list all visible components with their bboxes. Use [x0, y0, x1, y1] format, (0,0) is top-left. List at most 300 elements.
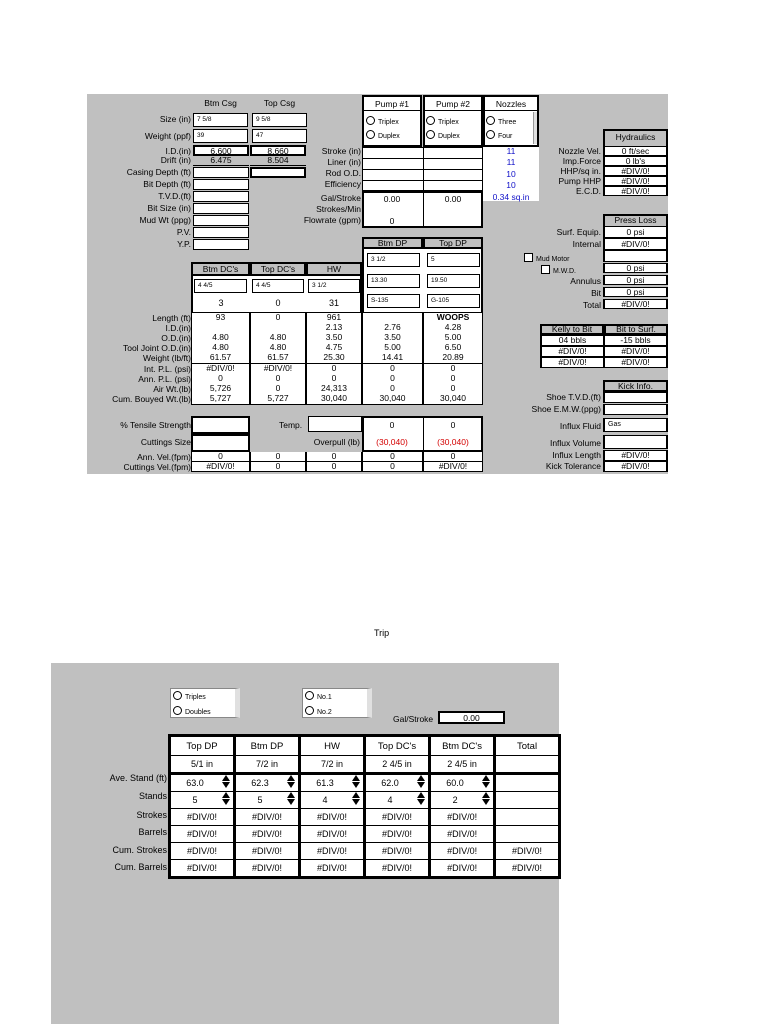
trip-cell-value: #DIV/0! — [317, 846, 348, 856]
pv-label: P.V. — [176, 227, 191, 237]
trip-cell[interactable] — [300, 774, 365, 792]
grid-cell: 5,727 — [191, 394, 250, 405]
trip-cell — [170, 860, 235, 878]
stroke-label: Stroke (in) — [321, 146, 361, 156]
press-loss-value: 0 psi — [603, 263, 668, 273]
bit-depth-label: Bit Depth (ft) — [143, 179, 191, 189]
press-loss-value: #DIV/0! — [603, 299, 668, 309]
hydraulics-label: E.C.D. — [575, 186, 601, 196]
spinner-arrows-icon[interactable] — [416, 774, 426, 792]
trip-row-label: Ave. Stand (ft) — [109, 773, 167, 783]
trip-cell-value: #DIV/0! — [252, 812, 283, 822]
trip-cell — [365, 736, 430, 756]
cuttings-size-label: Cuttings Size — [140, 437, 191, 447]
pump2-triplex-radio[interactable]: Triplex — [426, 116, 459, 126]
kick-label: Shoe T.V.D.(ft) — [546, 392, 601, 402]
pump-no1-radio[interactable]: No.1 — [305, 691, 332, 701]
btm-dp-weight-input[interactable]: 13.30 — [367, 274, 420, 288]
btm-dc-count[interactable]: 3 — [218, 298, 224, 308]
trip-cell-value: Btm DC's — [442, 740, 482, 752]
trip-cell-value: 4 — [322, 795, 328, 805]
grid-row-label: I.D.(in) — [165, 323, 191, 334]
trip-cell — [170, 736, 235, 756]
btm-dc-size-input[interactable]: 4 4/5 — [194, 279, 247, 293]
trip-cell[interactable] — [235, 792, 300, 809]
press-loss-value: 0 psi — [603, 275, 668, 285]
kick-value: #DIV/0! — [603, 461, 668, 472]
trip-cell-value: 61.3 — [316, 778, 334, 788]
press-loss-label: Internal — [572, 239, 601, 249]
tensile-btm-dp: 0 — [389, 420, 395, 430]
trip-cell — [300, 843, 365, 860]
btm-csg-id: 6.600 — [193, 145, 249, 156]
grid-cell: 3.50 — [362, 333, 423, 344]
grid-row-label: Air Wt.(lb) — [153, 383, 191, 394]
pump-no2-radio[interactable]: No.2 — [305, 706, 332, 716]
btm-dp-size-input[interactable]: 3 1/2 — [367, 253, 420, 267]
grid-cell: 4.80 — [250, 343, 306, 354]
top-dc-header: Top DC's — [250, 262, 306, 276]
bit-to-surf-header: Bit to Surf. — [604, 324, 668, 335]
trip-cell — [495, 736, 560, 756]
hydraulics-value: 0 lb's — [603, 156, 668, 166]
trip-cell-value: 5 — [192, 795, 198, 805]
grid-cell: 0 — [423, 384, 483, 395]
bit-size-label: Bit Size (in) — [147, 203, 191, 213]
triples-radio[interactable]: Triples — [173, 691, 206, 701]
trip-barrels-row — [170, 826, 560, 843]
pump2-header: Pump #2 — [435, 99, 471, 109]
mud-motor-checkbox[interactable]: Mud Motor — [524, 253, 569, 263]
nozzle-value-1[interactable]: 11 — [506, 146, 516, 156]
top-dp-size-input[interactable]: 5 — [427, 253, 480, 267]
cuttings-size-input[interactable] — [191, 434, 250, 452]
tvd-label: T.V.D.(ft) — [158, 191, 191, 201]
trip-cell — [300, 736, 365, 756]
grid-cell: 93 — [191, 313, 250, 324]
hw-header: HW — [306, 262, 362, 276]
nozzle-value-2[interactable]: 11 — [506, 157, 516, 167]
radio-icon — [305, 691, 314, 700]
grid-cell: 14.41 — [362, 353, 423, 364]
kelly-value: #DIV/0! — [604, 357, 668, 368]
grid-cell: 5.00 — [423, 333, 483, 344]
nozzles-scrollbar[interactable] — [533, 112, 537, 144]
grid-cell: 0 — [191, 374, 250, 385]
trip-cell — [235, 736, 300, 756]
trip-cell — [495, 809, 560, 826]
trip-cell — [300, 826, 365, 843]
trip-cell — [495, 826, 560, 843]
spinner-arrows-icon[interactable] — [351, 791, 361, 809]
trip-cell — [170, 843, 235, 860]
radio-icon — [486, 116, 495, 125]
temp-label: Temp. — [279, 420, 303, 430]
press-loss-value: 0 psi — [603, 287, 668, 297]
grid-cell: 25.30 — [306, 353, 362, 364]
kick-label: Influx Length — [552, 450, 601, 460]
cuttings-vel-label: Cuttings Vel.(fpm) — [123, 462, 191, 472]
mwd-checkbox[interactable]: M.W.D. — [541, 265, 576, 275]
hw-count[interactable]: 31 — [328, 298, 339, 308]
trip-cell-value: #DIV/0! — [512, 846, 543, 856]
bit-size-input[interactable] — [193, 203, 249, 214]
id-label: I.D.(in) — [165, 146, 191, 156]
trip-cell[interactable] — [300, 792, 365, 809]
trip-cell-value: 7/2 in — [256, 759, 279, 769]
trip-cell-value: #DIV/0! — [447, 812, 478, 822]
grid-cell: #DIV/0! — [191, 364, 250, 375]
press-loss-value: 0 psi — [603, 226, 668, 238]
top-dp-header: Top DP — [423, 237, 483, 249]
grid-row-label: Tool Joint O.D.(in) — [122, 343, 191, 354]
trip-cell-value: Top DC's — [377, 740, 417, 752]
tensile-value — [191, 416, 250, 434]
grid-cell: 2.76 — [362, 323, 423, 334]
trip-ave-stand-row — [170, 774, 560, 792]
trip-cell[interactable] — [365, 792, 430, 809]
trip-cell-value: 2 4/5 in — [447, 759, 477, 769]
kick-value: #DIV/0! — [603, 450, 668, 461]
press-loss-title: Press Loss — [603, 214, 668, 226]
top-dp-grade-input[interactable]: G-105 — [427, 294, 480, 308]
trip-cell-value: #DIV/0! — [512, 863, 543, 873]
grid-cell: 3.50 — [306, 333, 362, 344]
bit-depth-input[interactable] — [193, 179, 249, 190]
kelly-value: #DIV/0! — [540, 346, 604, 357]
trip-cell[interactable] — [235, 774, 300, 792]
hydraulics-label: HHP/sq in. — [560, 166, 601, 176]
kick-value[interactable] — [603, 392, 668, 403]
strokes-min-label: Strokes/Min — [316, 204, 361, 214]
pump2-gal-stroke: 0.00 — [444, 194, 462, 204]
nozzles-header: Nozzles — [495, 99, 527, 109]
overpull-top-dp: (30,040) — [437, 437, 469, 447]
doubles-radio[interactable]: Doubles — [173, 706, 211, 716]
trip-table — [168, 734, 561, 879]
pump1-divider — [364, 110, 420, 111]
grid-cell: WOOPS — [423, 313, 483, 324]
trip-cell — [430, 809, 495, 826]
btm-csg-header: Btm Csg — [204, 98, 237, 108]
hydraulics-title: Hydraulics — [603, 129, 668, 146]
kelly-value: #DIV/0! — [604, 346, 668, 357]
trip-row-label: Cum. Strokes — [112, 845, 167, 855]
trip-cell — [235, 843, 300, 860]
kick-value[interactable] — [603, 435, 668, 449]
hydraulics-value: #DIV/0! — [603, 166, 668, 176]
kick-info-title: Kick Info. — [603, 380, 668, 392]
nozzles-divider — [485, 110, 537, 111]
trip-cell-value: #DIV/0! — [447, 863, 478, 873]
pump1-gal-stroke: 0.00 — [383, 194, 401, 204]
yp-label: Y.P. — [177, 239, 191, 249]
nozzles-four-radio[interactable]: Four — [486, 130, 512, 140]
trip-size-row — [170, 756, 560, 774]
trip-cell-value: 60.0 — [446, 778, 464, 788]
velocity-cell: #DIV/0! — [191, 462, 250, 472]
kick-value[interactable]: Gas — [603, 418, 668, 432]
trip-cell-value: #DIV/0! — [382, 863, 413, 873]
grid-row-label: Int. P.L. (psi) — [143, 363, 191, 374]
trip-row-label: Barrels — [138, 827, 167, 837]
grid-cell: 0 — [306, 374, 362, 385]
trip-cell-value: #DIV/0! — [187, 863, 218, 873]
pump2-divider — [425, 110, 481, 111]
flowrate-label: Flowrate (gpm) — [303, 215, 361, 225]
overpull-label: Overpull (lb) — [313, 437, 360, 447]
trip-cell — [495, 843, 560, 860]
gal-stroke-label: Gal/Stroke — [320, 193, 361, 203]
trip-cum-strokes-row — [170, 843, 560, 860]
velocity-cell: 0 — [423, 452, 483, 462]
kelly-value: -15 bbls — [604, 335, 668, 346]
grid-cell: 2.13 — [306, 323, 362, 334]
grid-cell: 30,040 — [423, 394, 483, 405]
trip-row-label: Stands — [138, 791, 167, 801]
trip-cell[interactable] — [430, 774, 495, 792]
kick-label: Shoe E.M.W.(ppg) — [531, 404, 601, 414]
spinner-arrows-icon[interactable] — [221, 791, 231, 809]
trip-cell[interactable] — [170, 774, 235, 792]
pump1-triplex-radio[interactable]: Triplex — [366, 116, 399, 126]
grid-cell: 5.00 — [362, 343, 423, 354]
grid-cell: 30,040 — [362, 394, 423, 405]
trip-cell — [170, 826, 235, 843]
grid-cell: 0 — [423, 364, 483, 375]
trip-header-row — [170, 736, 560, 756]
velocity-cell: 0 — [362, 462, 423, 472]
trip-cell — [235, 826, 300, 843]
grid-cell: 4.80 — [250, 333, 306, 344]
kick-value[interactable] — [603, 404, 668, 415]
grid-cell: 5,726 — [191, 384, 250, 395]
hydraulics-label: Nozzle Vel. — [558, 146, 601, 156]
trip-cell — [170, 756, 235, 774]
tvd-input[interactable] — [193, 191, 249, 202]
trip-cell[interactable] — [495, 792, 560, 809]
tensile-label: % Tensile Strength — [120, 420, 191, 430]
top-csg-drift: 8.504 — [250, 156, 306, 166]
kick-label: Kick Tolerance — [545, 461, 601, 471]
trip-cell-value: #DIV/0! — [382, 829, 413, 839]
overpull-btm-dp: (30,040) — [376, 437, 408, 447]
spinner-arrows-icon[interactable] — [286, 791, 296, 809]
trip-cell — [430, 860, 495, 878]
grid-cell: 961 — [306, 313, 362, 324]
velocity-cell: 0 — [250, 452, 306, 462]
top-dc-size-input[interactable]: 4 4/5 — [252, 279, 304, 293]
hydraulics-value: 0 ft/sec — [603, 146, 668, 156]
trip-cell — [430, 843, 495, 860]
trip-cell — [495, 756, 560, 774]
hydraulics-value: #DIV/0! — [603, 176, 668, 186]
nozzles-three-radio[interactable]: Three — [486, 116, 516, 126]
trip-cell-value: #DIV/0! — [382, 812, 413, 822]
trip-cell-value: 63.0 — [186, 778, 204, 788]
grid-row-label: Ann. P.L. (psi) — [138, 373, 191, 384]
radio-icon — [173, 706, 182, 715]
btm-csg-weight-input[interactable]: 39 — [193, 129, 248, 143]
trip-cum-barrels-row — [170, 860, 560, 878]
velocity-cell: 0 — [306, 452, 362, 462]
grid-cell: 4.75 — [306, 343, 362, 354]
top-dc-count[interactable]: 0 — [275, 298, 281, 308]
spinner-arrows-icon[interactable] — [221, 774, 231, 792]
grid-cell: 0 — [306, 364, 362, 375]
press-loss-value: #DIV/0! — [603, 238, 668, 250]
grid-cell: 0 — [362, 364, 423, 375]
trip-row-label: Cum. Barrels — [114, 862, 167, 872]
spinner-arrows-icon[interactable] — [481, 791, 491, 809]
pv-input[interactable] — [193, 227, 249, 238]
nozzle-value-3[interactable]: 10 — [506, 169, 516, 179]
top-csg-weight-input[interactable]: 47 — [252, 129, 307, 143]
pump1-duplex-radio[interactable]: Duplex — [366, 130, 400, 140]
trip-cell — [300, 860, 365, 878]
trip-cell-value: Total — [517, 740, 538, 752]
grid-row-label: Cum. Bouyed Wt.(lb) — [112, 393, 191, 404]
btm-csg-size-input[interactable]: 7 5/8 — [193, 113, 248, 127]
btm-csg-depth-input[interactable] — [193, 167, 249, 178]
radio-icon — [366, 116, 375, 125]
trip-cell-value: 2 4/5 in — [382, 759, 412, 769]
pump1-header: Pump #1 — [374, 99, 410, 109]
spinner-arrows-icon[interactable] — [286, 774, 296, 792]
trip-cell-value: #DIV/0! — [382, 846, 413, 856]
grid-cell: 0 — [423, 374, 483, 385]
spinner-arrows-icon[interactable] — [416, 791, 426, 809]
velocity-cell: 0 — [191, 452, 250, 462]
trip-cell-value: #DIV/0! — [187, 846, 218, 856]
velocity-cell: 0 — [306, 462, 362, 472]
trip-strokes-row — [170, 809, 560, 826]
velocity-cell: 0 — [362, 452, 423, 462]
spinner-arrows-icon[interactable] — [351, 774, 361, 792]
press-loss-label: Surf. Equip. — [556, 227, 601, 237]
trip-cell-value: 62.3 — [251, 778, 269, 788]
top-csg-size-input[interactable]: 9 5/8 — [252, 113, 307, 127]
temp-input[interactable] — [308, 416, 362, 432]
grid-cell: 61.57 — [191, 353, 250, 364]
trip-cell — [365, 756, 430, 774]
kelly-value: 04 bbls — [540, 335, 604, 346]
grid-cell: 4.28 — [423, 323, 483, 334]
trip-cell-value: #DIV/0! — [187, 812, 218, 822]
trip-cell — [430, 826, 495, 843]
trip-cell-value: #DIV/0! — [447, 829, 478, 839]
grid-cell: 4.80 — [191, 343, 250, 354]
hydraulics-value: #DIV/0! — [603, 186, 668, 196]
radio-icon — [426, 116, 435, 125]
kelly-value: #DIV/0! — [540, 357, 604, 368]
radio-icon — [173, 691, 182, 700]
spinner-arrows-icon[interactable] — [481, 774, 491, 792]
trip-stands-row — [170, 792, 560, 809]
press-loss-label: Annulus — [570, 276, 601, 286]
trip-cell-value: #DIV/0! — [447, 846, 478, 856]
nozzle-value-4[interactable]: 10 — [506, 180, 516, 190]
trip-cell — [430, 756, 495, 774]
weight-label: Weight (ppf) — [144, 131, 191, 141]
radio-icon — [305, 706, 314, 715]
trip-cell-value: #DIV/0! — [317, 829, 348, 839]
pump2-duplex-radio[interactable]: Duplex — [426, 130, 460, 140]
press-loss-label: Bit — [591, 288, 601, 298]
hw-size-input[interactable]: 3 1/2 — [308, 279, 360, 293]
trip-title: Trip — [374, 628, 390, 638]
trip-cell — [300, 756, 365, 774]
trip-cell — [430, 736, 495, 756]
trip-gal-stroke-value: 0.00 — [438, 711, 505, 724]
btm-dp-header: Btm DP — [362, 237, 423, 249]
top-dp-weight-input[interactable]: 19.50 — [427, 274, 480, 288]
trip-cell — [235, 809, 300, 826]
press-loss-label: Total — [583, 300, 601, 310]
grid-cell: 20.89 — [423, 353, 483, 364]
trip-cell — [235, 860, 300, 878]
trip-cell-value: #DIV/0! — [252, 863, 283, 873]
trip-cell — [235, 756, 300, 774]
btm-dp-grade-input[interactable]: S-135 — [367, 294, 420, 308]
kick-label: Influx Fluid — [559, 421, 601, 431]
trip-cell[interactable] — [365, 774, 430, 792]
trip-cell[interactable] — [495, 774, 560, 792]
grid-cell: 0 — [250, 384, 306, 395]
trip-cell — [170, 809, 235, 826]
grid-cell: 0 — [250, 313, 306, 324]
grid-row-label: Weight (lb/ft) — [142, 353, 191, 364]
hydraulics-label: Pump HHP — [558, 176, 601, 186]
trip-cell-value: #DIV/0! — [252, 829, 283, 839]
nozzle-area: 0.34 sq.in — [492, 192, 530, 202]
trip-cell-value: 7/2 in — [321, 759, 344, 769]
grid-cell: 0 — [362, 384, 423, 395]
grid-cell: 30,040 — [306, 394, 362, 405]
press-loss-value — [603, 250, 668, 262]
trip-cell-value: 5/1 in — [190, 759, 214, 769]
trip-cell-value: #DIV/0! — [317, 863, 348, 873]
checkbox-icon — [524, 253, 533, 262]
grid-cell: 4.80 — [191, 333, 250, 344]
trip-cell — [495, 860, 560, 878]
mud-wt-input[interactable] — [193, 215, 249, 226]
trip-cell-value: #DIV/0! — [252, 846, 283, 856]
pump-input-grid[interactable] — [362, 147, 483, 191]
trip-cell-value: Top DP — [186, 740, 218, 752]
liner-label: Liner (in) — [327, 157, 361, 167]
hydraulics-label: Imp.Force — [562, 156, 601, 166]
trip-cell — [365, 843, 430, 860]
yp-input[interactable] — [193, 239, 249, 250]
grid-cell: 61.57 — [250, 353, 306, 364]
top-csg-header: Top Csg — [263, 98, 296, 108]
radio-icon — [366, 130, 375, 139]
ann-vel-label: Ann. Vel.(fpm) — [137, 452, 191, 462]
trip-cell-value: 5 — [257, 795, 263, 805]
trip-cell-value: #DIV/0! — [317, 812, 348, 822]
trip-cell — [365, 826, 430, 843]
trip-cell[interactable] — [430, 792, 495, 809]
radio-icon — [486, 130, 495, 139]
trip-cell[interactable] — [170, 792, 235, 809]
tensile-top-dp: 0 — [450, 420, 456, 430]
grid-cell: 0 — [362, 374, 423, 385]
trip-cell-value: HW — [324, 740, 340, 752]
grid-row-label: Length (ft) — [152, 313, 191, 323]
rod-od-label: Rod O.D. — [325, 168, 361, 178]
velocity-cell: #DIV/0! — [423, 462, 483, 472]
